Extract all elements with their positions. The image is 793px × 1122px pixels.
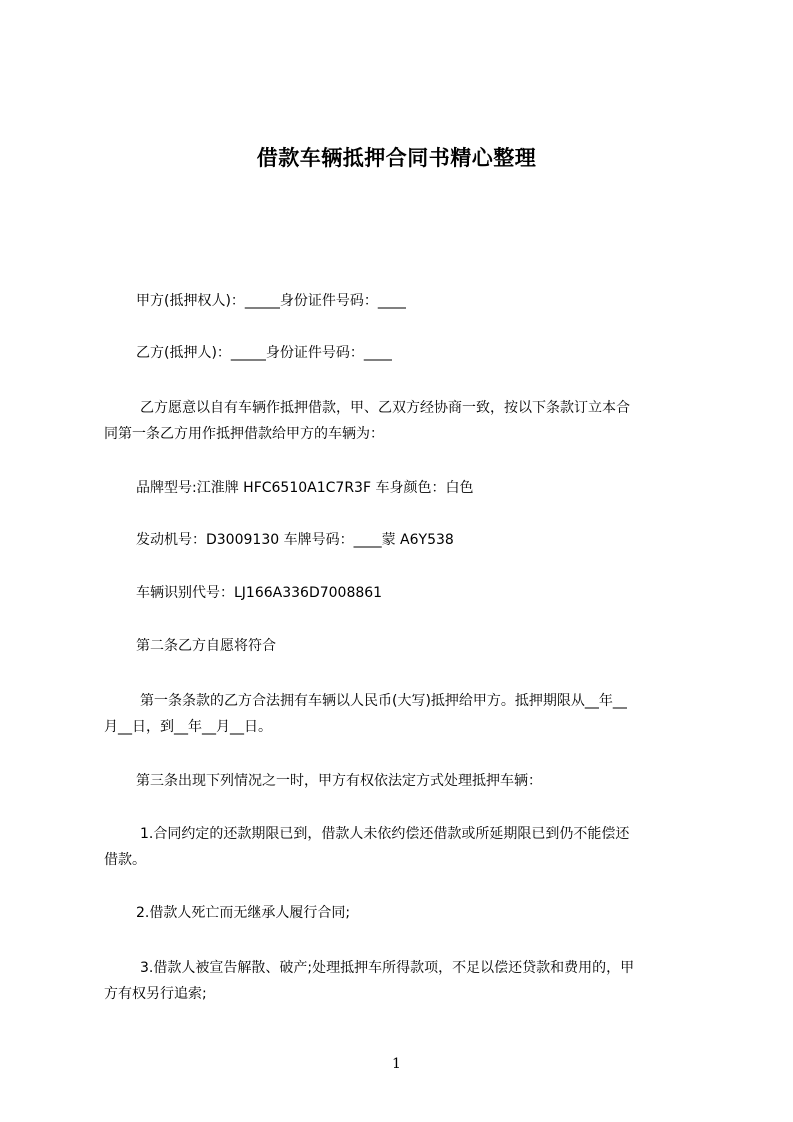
- document-title: 借款车辆抵押合同书精心整理: [256, 146, 537, 170]
- vehicle-brand-model-line: 品牌型号:江淮牌 HFC6510A1C7R3F 车身颜色：白色: [136, 480, 474, 496]
- page-number: 1: [392, 1056, 401, 1072]
- article-2-line-1: 第一条条款的乙方合法拥有车辆以人民币(大写)抵押给甲方。抵押期限从__年__: [140, 693, 627, 709]
- engine-plate-line: 发动机号：D3009130 车牌号码：____蒙 A6Y538: [136, 532, 454, 548]
- clause-3-line-1: 3.借款人被宣告解散、破产;处理抵押车所得款项，不足以偿还贷款和费用的，甲: [140, 960, 635, 976]
- article-3-heading: 第三条出现下列情况之一时，甲方有权依法定方式处理抵押车辆：: [136, 773, 542, 789]
- vin-line: 车辆识别代号：LJ166A336D7008861: [136, 585, 383, 601]
- clause-1-line-2: 借款。: [104, 852, 146, 868]
- clause-2-line: 2.借款人死亡而无继承人履行合同;: [136, 905, 351, 921]
- article-2-heading: 第二条乙方自愿将符合: [136, 638, 276, 654]
- intro-paragraph-line-2: 同第一条乙方用作抵押借款给甲方的车辆为：: [104, 426, 384, 442]
- party-b-line: 乙方(抵押人)：_____身份证件号码：____: [136, 345, 392, 361]
- clause-1-line-1: 1.合同约定的还款期限已到，借款人未依约偿还借款或所延期限已到仍不能偿还: [140, 826, 630, 842]
- article-2-line-2: 月__日，到__年__月__日。: [104, 719, 272, 735]
- intro-paragraph-line-1: 乙方愿意以自有车辆作抵押借款，甲、乙双方经协商一致，按以下条款订立本合: [140, 400, 630, 416]
- clause-3-line-2: 方有权另行追索;: [104, 986, 207, 1002]
- party-a-line: 甲方(抵押权人)：_____身份证件号码：____: [136, 293, 406, 309]
